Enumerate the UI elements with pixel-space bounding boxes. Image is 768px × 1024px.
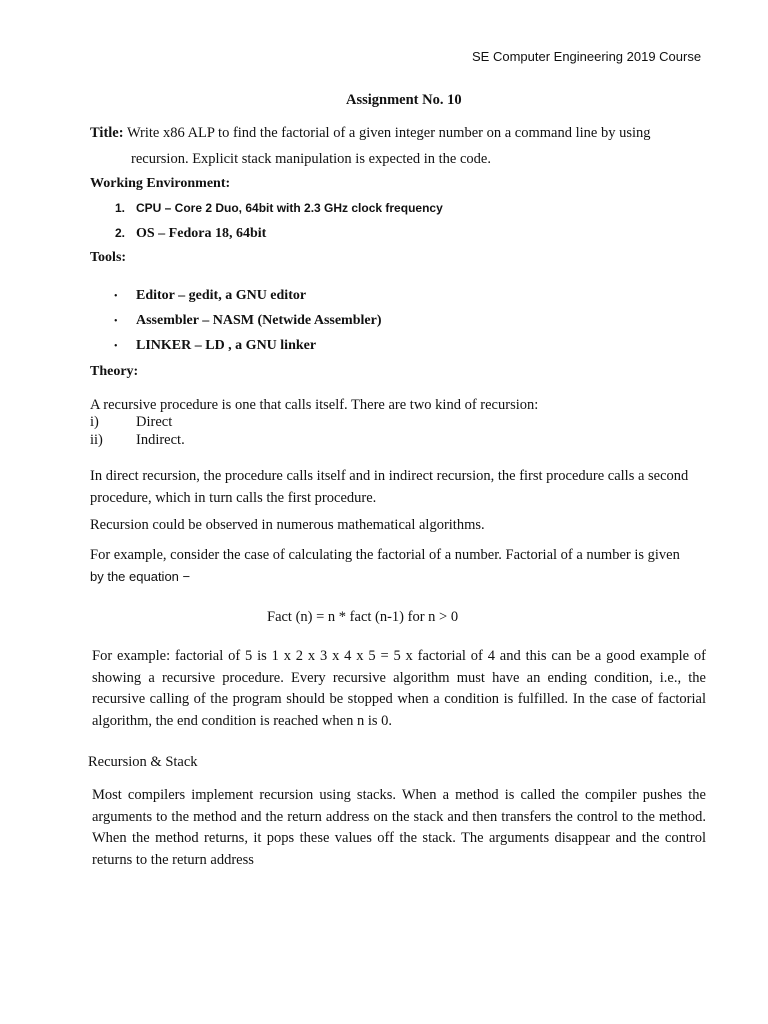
tools-heading: Tools: bbox=[90, 250, 127, 265]
kind-1-num: i) bbox=[90, 414, 99, 430]
env-item-2-num: 2. bbox=[115, 226, 126, 240]
theory-paragraph-2: Recursion could be observed in numerous mathematical algorithms. bbox=[90, 517, 485, 533]
theory-paragraph-3-line-1: For example, consider the case of calculating the factorial of a number. Factorial of a number is given bbox=[90, 547, 680, 563]
recursion-stack-heading: Recursion & Stack bbox=[88, 754, 198, 770]
assignment-title: Assignment No. 10 bbox=[346, 92, 462, 108]
title-line-2: recursion. Explicit stack manipulation is expected in the code. bbox=[131, 151, 491, 167]
theory-paragraph-4: For example: factorial of 5 is 1 x 2 x 3 x 4 x 5 = 5 x factorial of 4 and this can be a good example of showing a recursive procedure. Every recursive algorithm must have an ending condition, i.e., the recursive calling of the program should be stopped when a condition is fulfilled. In the case of factorial algorithm, the end condition is reached when n is 0. bbox=[92, 648, 706, 729]
kind-1-text: Direct bbox=[136, 414, 173, 430]
theory-paragraph-3-line-2: by the equation − bbox=[90, 569, 191, 584]
title-line-1 bbox=[90, 125, 651, 142]
tool-bullet-2: • bbox=[114, 316, 118, 327]
env-item-2-text: OS – Fedora 18, 64bit bbox=[136, 226, 267, 241]
tool-bullet-1: • bbox=[114, 291, 118, 302]
kind-2-text: Indirect. bbox=[136, 432, 185, 448]
working-env-heading: Working Environment: bbox=[90, 176, 231, 191]
factorial-equation: Fact (n) = n * fact (n-1) for n > 0 bbox=[267, 609, 459, 625]
theory-heading: Theory: bbox=[90, 364, 139, 379]
title-label: Title: bbox=[90, 125, 124, 141]
tool-item-assembler: Assembler – NASM (Netwide Assembler) bbox=[136, 313, 382, 328]
theory-paragraph-1: In direct recursion, the procedure calls itself and in indirect recursion, the first procedure calls a second procedure, which in turn calls the first procedure. bbox=[90, 468, 689, 506]
tool-item-linker: LINKER – LD , a GNU linker bbox=[136, 338, 317, 353]
course-header: SE Computer Engineering 2019 Course bbox=[472, 49, 702, 64]
tool-item-editor: Editor – gedit, a GNU editor bbox=[136, 288, 307, 303]
recursion-stack-paragraph: Most compilers implement recursion using stacks. When a method is called the compiler pushes the arguments to the method and the return address on the stack and then transfers the control to the method. When the method returns, it pops these values off the stack. The arguments disappear and the control returns to the return address bbox=[92, 787, 706, 868]
theory-intro: A recursive procedure is one that calls itself. There are two kind of recursion: bbox=[90, 397, 539, 413]
kind-2-num: ii) bbox=[90, 432, 103, 448]
env-item-1-num: 1. bbox=[115, 201, 126, 215]
title-text: Write x86 ALP to find the factorial of a given integer number on a command line by using bbox=[126, 125, 651, 141]
tool-bullet-3: • bbox=[114, 341, 118, 352]
env-item-1-text: CPU – Core 2 Duo, 64bit with 2.3 GHz clock frequency bbox=[136, 201, 443, 215]
